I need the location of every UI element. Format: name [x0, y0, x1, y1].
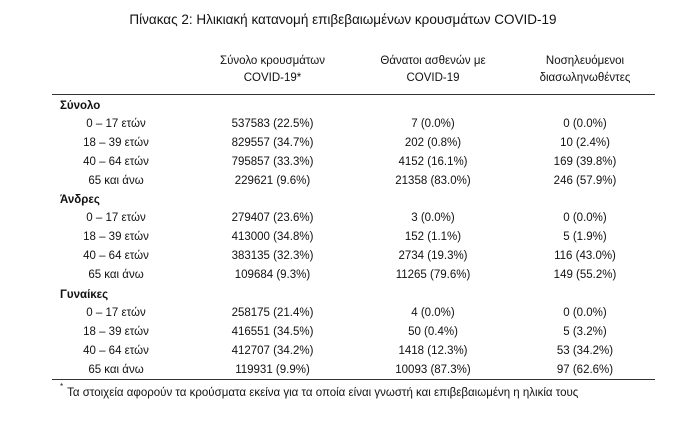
- age-cell: 40 – 64 ετών: [83, 250, 149, 262]
- age-cell: 65 και άνω: [88, 364, 144, 376]
- deaths-cell: 7 (0.0%): [411, 118, 455, 130]
- intubated-cell: 97 (62.6%): [556, 364, 614, 376]
- footnote: [60, 384, 578, 399]
- table-row: [0, 118, 686, 137]
- header-intubated: [520, 53, 650, 87]
- intubated-cell: 0 (0.0%): [563, 307, 607, 319]
- footnote-text: Τα στοιχεία αφορούν τα κρούσματα εκείνα για τα οποία είναι γνωστή και επιβεβαιωμένη η ηλικία τους: [67, 386, 579, 399]
- header-line: Νοσηλευόμενοι: [545, 55, 625, 67]
- age-cell: 18 – 39 ετών: [83, 326, 149, 338]
- cases-cell: 413000 (34.8%): [231, 231, 314, 243]
- intubated-cell: 0 (0.0%): [563, 118, 607, 130]
- cases-cell: 829557 (34.7%): [231, 137, 314, 149]
- age-cell: 0 – 17 ετών: [86, 212, 146, 224]
- age-cell: 40 – 64 ετών: [83, 156, 149, 168]
- intubated-cell: 116 (43.0%): [554, 250, 616, 262]
- deaths-cell: 152 (1.1%): [404, 231, 462, 243]
- header-total-cases: [200, 53, 345, 87]
- cases-cell: 416551 (34.5%): [231, 326, 314, 338]
- table-row: [0, 175, 686, 194]
- intubated-cell: 169 (39.8%): [553, 156, 617, 168]
- cases-cell: 109684 (9.3%): [234, 269, 311, 281]
- age-cell: 0 – 17 ετών: [86, 118, 146, 130]
- cases-cell: 229621 (9.6%): [234, 175, 311, 187]
- deaths-cell: 10093 (87.3%): [395, 364, 471, 376]
- deaths-cell: 11265 (79.6%): [395, 269, 471, 281]
- group-title: Γυναίκες: [60, 289, 109, 301]
- header-divider: [52, 94, 655, 95]
- table-row: [0, 269, 686, 288]
- cases-cell: 383135 (32.3%): [231, 250, 314, 262]
- deaths-cell: 50 (0.4%): [408, 326, 458, 338]
- intubated-cell: 10 (2.4%): [560, 137, 610, 149]
- header-line: Σύνολο κρουσμάτων: [220, 55, 325, 67]
- deaths-cell: 4152 (16.1%): [398, 156, 468, 168]
- cases-cell: 119931 (9.9%): [235, 364, 310, 376]
- intubated-cell: 5 (3.2%): [563, 326, 607, 338]
- intubated-cell: 246 (57.9%): [553, 175, 617, 187]
- header-deaths: [368, 53, 498, 87]
- deaths-cell: 3 (0.0%): [411, 212, 455, 224]
- table-row: [0, 364, 686, 383]
- table-row: [0, 250, 686, 269]
- deaths-cell: 202 (0.8%): [404, 137, 462, 149]
- age-cell: 65 και άνω: [88, 269, 144, 281]
- intubated-cell: 5 (1.9%): [563, 231, 607, 243]
- footnote-marker: *: [60, 382, 64, 391]
- deaths-cell: 21358 (83.0%): [395, 175, 471, 187]
- table-title: Πίνακας 2: Ηλικιακή κατανομή επιβεβαιωμένων κρουσμάτων COVID-19: [129, 12, 557, 27]
- intubated-cell: 53 (34.2%): [556, 345, 614, 357]
- header-line: διασωληνωθέντες: [539, 72, 631, 84]
- group-title: Άνδρες: [60, 194, 100, 206]
- table-row: [0, 156, 686, 175]
- table-row: [0, 345, 686, 364]
- header-line: Θάνατοι ασθενών με: [380, 55, 486, 67]
- table-row: [0, 307, 686, 326]
- header-line: COVID-19: [406, 72, 460, 84]
- cases-cell: 537583 (22.5%): [231, 118, 314, 130]
- table-row: [0, 326, 686, 345]
- age-cell: 18 – 39 ετών: [83, 231, 149, 243]
- table-row: [0, 212, 686, 231]
- intubated-cell: 149 (55.2%): [553, 269, 617, 281]
- cases-cell: 279407 (23.6%): [231, 212, 314, 224]
- deaths-cell: 1418 (12.3%): [398, 345, 468, 357]
- header-line: COVID-19*: [243, 72, 302, 84]
- age-cell: 65 και άνω: [88, 175, 144, 187]
- deaths-cell: 4 (0.0%): [411, 307, 455, 319]
- table-row: [0, 231, 686, 250]
- age-cell: 18 – 39 ετών: [83, 137, 149, 149]
- deaths-cell: 2734 (19.3%): [398, 250, 468, 262]
- cases-cell: 412707 (34.2%): [231, 345, 314, 357]
- intubated-cell: 0 (0.0%): [563, 212, 607, 224]
- table-row: [0, 137, 686, 156]
- age-cell: 0 – 17 ετών: [86, 307, 146, 319]
- group-title: Σύνολο: [60, 100, 101, 112]
- table-bottom-divider: [52, 379, 655, 380]
- age-cell: 40 – 64 ετών: [83, 345, 149, 357]
- cases-cell: 258175 (21.4%): [231, 307, 314, 319]
- cases-cell: 795857 (33.3%): [231, 156, 314, 168]
